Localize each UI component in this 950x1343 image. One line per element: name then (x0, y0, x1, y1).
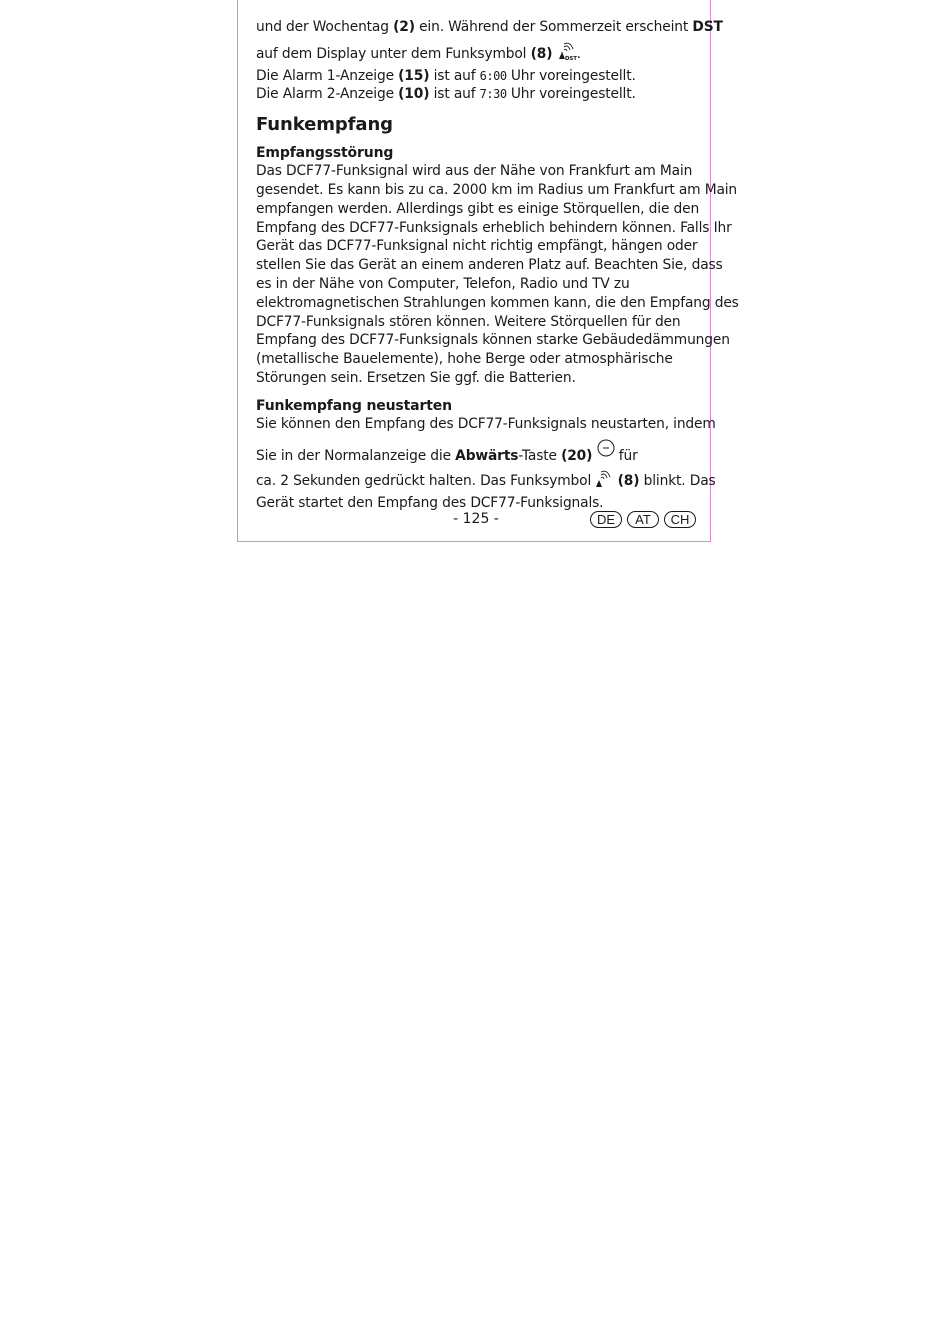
svg-text:DST: DST (564, 55, 577, 61)
paragraph-line: empfangen werden. Allerdings gibt es einige Störquellen, die den (256, 200, 700, 217)
text: Sie in der Normalanzeige die (256, 447, 456, 464)
reference-number: (10) (398, 86, 430, 103)
neustart-line-3 (256, 470, 716, 494)
paragraph-line: stellen Sie das Gerät an einem anderen Platz auf. Beachten Sie, dass (256, 257, 723, 274)
alarm-2-time: 7:30 (479, 87, 507, 102)
paragraph-line: es in der Nähe von Computer, Telefon, Radio und TV zu (256, 275, 630, 292)
country-badge-de: DE (590, 511, 622, 528)
paragraph-line: Empfang des DCF77-Funksignals erheblich behindern können. Falls Ihr (256, 219, 732, 236)
page-footer (256, 509, 696, 531)
intro-line-3 (256, 67, 696, 86)
text: -Taste (518, 447, 562, 464)
text: und der Wochentag (256, 19, 394, 35)
paragraph-line: elektromagnetischen Strahlungen kommen kann, die den Empfang des (256, 294, 739, 311)
reference-number: (20) (561, 447, 593, 464)
paragraph-line: Gerät das DCF77-Funksignal nicht richtig empfängt, hängen oder (256, 238, 698, 255)
alarm-1-time: 6:00 (479, 68, 507, 83)
neustart-heading: Funkempfang neustarten (256, 397, 452, 414)
intro-line-2 (256, 42, 696, 67)
paragraph-line: Das DCF77-Funksignal wird aus der Nähe von Frankfurt am Main (256, 163, 693, 180)
neustart-line-2 (256, 439, 696, 466)
text: ca. 2 Sekunden gedrückt halten. Das Funksymbol (256, 473, 596, 490)
intro-line-1 (256, 18, 723, 37)
page-content (256, 18, 739, 513)
reference-number: (8) (530, 45, 553, 62)
paragraph-line: (metallische Bauelemente), hohe Berge oder atmosphärische (256, 351, 673, 368)
text: Die Alarm 1-Anzeige (256, 67, 399, 84)
key-name: Abwärts (455, 447, 519, 464)
text: Uhr voreingestellt. (506, 67, 636, 84)
paragraph-line: DCF77-Funksignals stören können. Weitere Störquellen für den (256, 313, 681, 330)
text: blinkt. Das (639, 473, 716, 490)
empfangsstoerung-heading: Empfangsstörung (256, 145, 394, 162)
dst-label: DST (692, 19, 723, 35)
text: ist auf (429, 67, 480, 84)
text: Die Alarm 2-Anzeige (256, 86, 399, 103)
intro-line-4 (256, 85, 696, 104)
reference-number: (2) (393, 19, 415, 35)
paragraph-line: Störungen sein. Ersetzen Sie ggf. die Batterien. (256, 369, 576, 386)
neustart-line-1: Sie können den Empfang des DCF77-Funksignals neustarten, indem (256, 415, 716, 432)
empfangsstoerung-section (256, 144, 739, 388)
empfangsstoerung-body (256, 162, 739, 388)
country-badges (590, 511, 696, 528)
neustart-line-4: Gerät startet den Empfang des DCF77-Funksignals. (256, 495, 604, 512)
text: für (614, 447, 638, 464)
neustart-section (256, 397, 716, 513)
reference-number: (8) (617, 473, 640, 490)
text: . (576, 45, 581, 62)
country-badge-ch: CH (664, 511, 696, 528)
text: Uhr voreingestellt. (506, 86, 636, 103)
country-badge-at: AT (627, 511, 659, 528)
reference-number: (15) (398, 67, 430, 84)
text: auf dem Display unter dem Funksymbol (256, 45, 531, 62)
text: ein. Während der Sommerzeit erscheint (414, 19, 693, 35)
text: ist auf (429, 86, 480, 103)
radio-signal-dst-icon (557, 42, 577, 67)
paragraph-line: Empfang des DCF77-Funksignals können starke Gebäudedämmungen (256, 332, 730, 349)
section-title: Funkempfang (256, 114, 393, 136)
radio-signal-icon (595, 470, 613, 494)
page-number: - 125 - (453, 511, 499, 527)
paragraph-line: gesendet. Es kann bis zu ca. 2000 km im Radius um Frankfurt am Main (256, 181, 738, 198)
minus-button-icon (597, 439, 615, 463)
